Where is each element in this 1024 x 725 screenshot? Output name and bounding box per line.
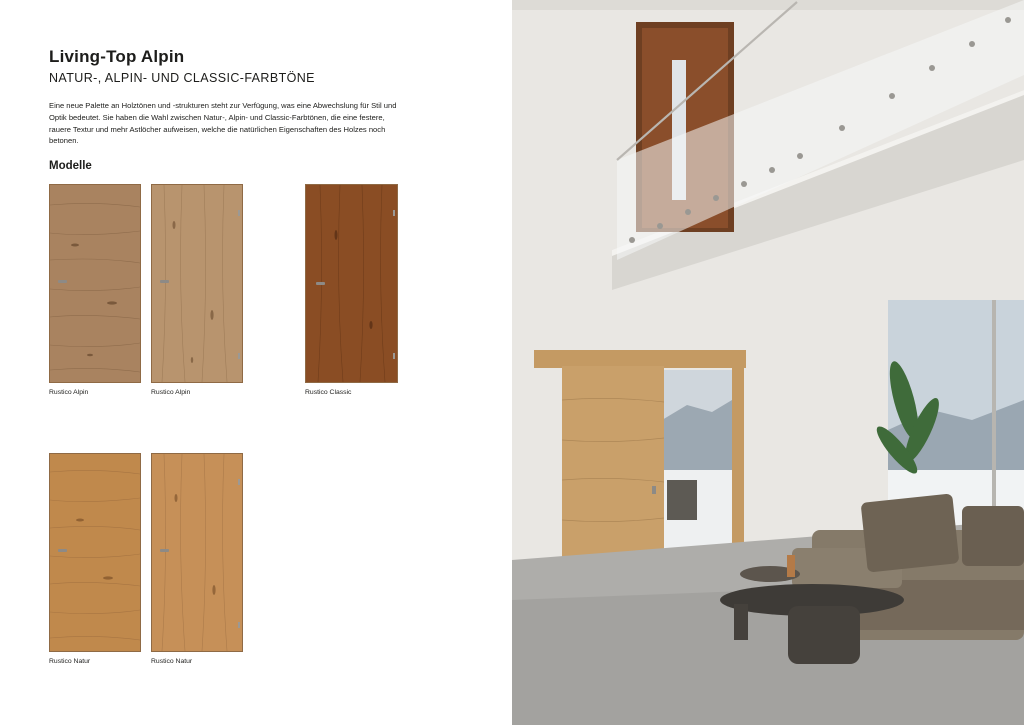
door-swatch-rustico-natur-1	[49, 453, 141, 652]
door-handle-icon	[160, 280, 169, 283]
wood-grain-texture	[50, 185, 140, 382]
door-hinge-icon	[238, 479, 240, 485]
page-subtitle: NATUR-, ALPIN- UND CLASSIC-FARBTÖNE	[49, 71, 315, 85]
door-caption: Rustico Alpin	[49, 389, 89, 396]
door-caption: Rustico Classic	[305, 389, 352, 396]
wood-grain-texture	[152, 185, 242, 382]
door-handle-icon	[160, 549, 169, 552]
door-handle-icon	[316, 282, 325, 285]
door-caption: Rustico Natur	[151, 658, 193, 665]
door-hinge-icon	[238, 210, 240, 216]
living-room-illustration	[512, 0, 1024, 725]
models-heading: Modelle	[49, 160, 92, 172]
interior-photo	[512, 0, 1024, 725]
door-caption: Rustico Natur	[49, 658, 91, 665]
door-hinge-icon	[393, 210, 395, 216]
door-hinge-icon	[393, 353, 395, 359]
door-swatch-rustico-natur-2	[151, 453, 243, 652]
door-hinge-icon	[238, 353, 240, 359]
page-title: Living-Top Alpin	[49, 47, 185, 66]
door-swatch-rustico-classic	[305, 184, 398, 383]
door-caption: Rustico Alpin	[151, 389, 191, 396]
door-handle-icon	[58, 549, 67, 552]
door-swatch-rustico-alpin-1	[49, 184, 141, 383]
door-handle-icon	[58, 280, 67, 283]
wood-grain-texture	[50, 454, 140, 651]
wood-grain-texture	[152, 454, 242, 651]
door-hinge-icon	[238, 622, 240, 628]
intro-paragraph: Eine neue Palette an Holztönen und -strukturen steht zur Verfügung, was eine Abwechslung für Stil und Optik bedeutet. Sie haben die Wahl zwischen Natur-, Alpin- und Classic-Farbtönen, die eine festere, rauere Textur und mehr Astlöcher aufweisen, welche die natürlichen Eigenschaften des Holzes noch betonen.	[49, 101, 397, 146]
door-swatch-rustico-alpin-2	[151, 184, 243, 383]
